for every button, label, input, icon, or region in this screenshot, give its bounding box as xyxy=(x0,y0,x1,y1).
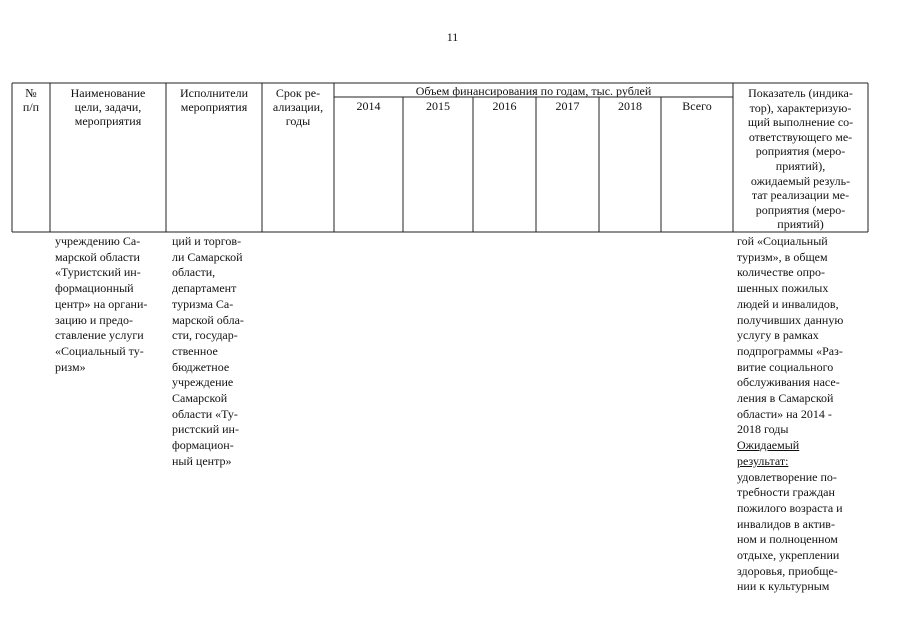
header-name: Наименование цели, задачи, мероприятия xyxy=(70,86,146,128)
header-year-2016: 2016 xyxy=(492,99,517,113)
body-indicator-cell xyxy=(737,234,865,595)
page-number: 11 xyxy=(446,30,459,44)
body-executors-cell: ций и торгов- ли Самарской области, департамент туризма Са- марской обла- сти, государ- ственное бюджетное учреждение Самарской области «Ту- ристский ин- формацион- ный центр» xyxy=(172,234,244,468)
header-funding-title: Объем финансирования по годам, тыс. рублей xyxy=(415,84,652,98)
header-year-2014: 2014 xyxy=(356,99,381,113)
header-total: Всего xyxy=(682,99,712,113)
indicator-text: гой «Социальный туризм», в общем количестве опро- шенных пожилых людей и инвалидов, получивших данную услугу в рамках подпрограммы «Раз- витие социального обслуживания насе- ления в Самарской области» на 2014 - 2018 годы xyxy=(737,234,844,437)
body-name-cell: учреждению Са- марской области «Туристский ин- формационный центр» на органи- зацию и предо- ставление услуги «Социальный ту- ризм» xyxy=(55,234,148,374)
expected-result-text: удовлетворение по- требности граждан пожилого возраста и инвалидов в актив- ном и полноценном отдыхе, укреплении здоровья, приобще- нии к культурным xyxy=(737,469,843,594)
header-year-2015: 2015 xyxy=(426,99,450,113)
header-number: № п/п xyxy=(22,86,40,114)
header-year-2018: 2018 xyxy=(618,99,642,113)
header-term: Срок ре- ализации, годы xyxy=(272,86,324,128)
header-year-2017: 2017 xyxy=(555,99,580,113)
header-executors: Исполнители мероприятия xyxy=(179,86,249,114)
header-indicator: Показатель (индика- тор), характеризую- щий выполнение со- ответствующего ме- роприятия (меро- приятий), ожидаемый резуль- тат реализации ме- роприятия (меро- приятий) xyxy=(747,86,854,232)
expected-result-label: Ожидаемый результат: xyxy=(737,438,800,468)
